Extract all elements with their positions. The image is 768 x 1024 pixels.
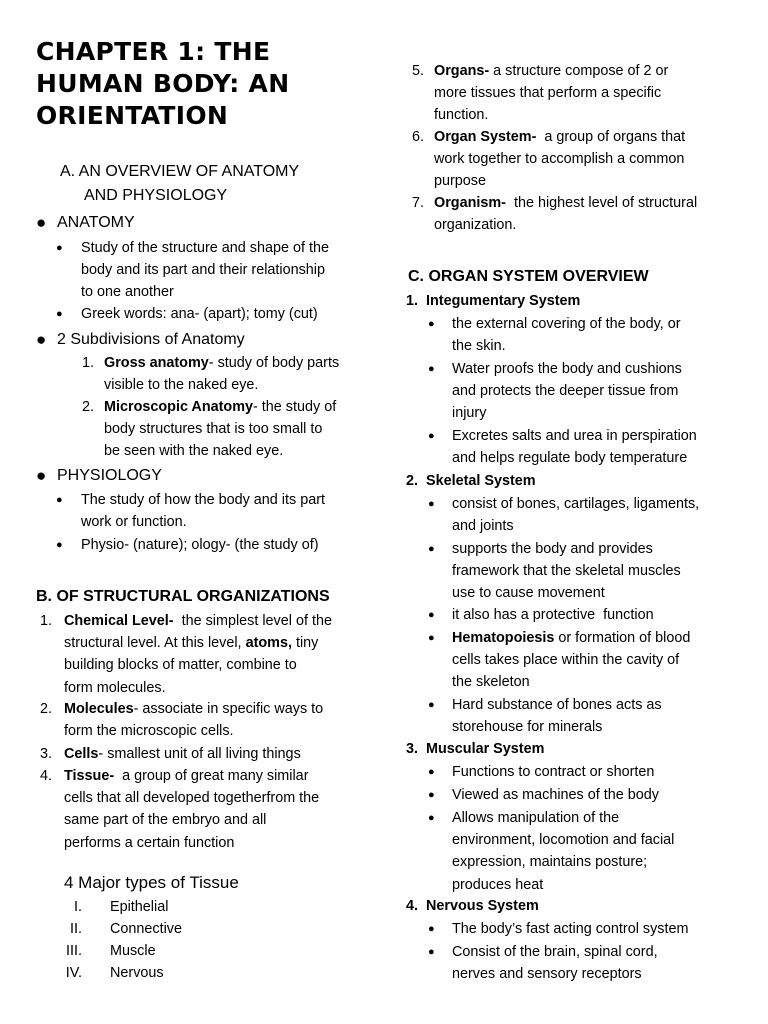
bullet-icon: ● [428,498,435,510]
list-item: ● Viewed as machines of the body [428,784,738,806]
list-item: ● Allows manipulation of the environment, locomotion and facial expression, maintains posture; produces heat [428,807,738,896]
section-a-heading: A. AN OVERVIEW OF ANATOMY AND PHYSIOLOGY [60,163,300,204]
bullet-icon: ● [56,308,63,320]
muscular-heading: 3. Muscular System [406,741,545,757]
list-item: 2. Microscopic Anatomy- the study of body structures that is too small to be seen with the naked eye. [82,399,337,460]
list-item: ● Hematopoiesis or formation of blood cells takes place within the cavity of the skeleton [428,627,738,694]
nervous-heading: 4. Nervous System [406,898,539,914]
bullet-icon: ● [36,213,47,232]
bullet-icon: ● [428,789,435,801]
list-item: ● consist of bones, cartilages, ligaments, and joints [428,493,738,537]
list-item: IV. Nervous [65,965,164,981]
list-item: ● Excretes salts and urea in perspiration and helps regulate body temperature [428,425,738,469]
bullet-icon: ● [428,766,435,778]
integumentary-heading: 1. Integumentary System [406,293,581,309]
list-item: ● supports the body and provides framework that the skeletal muscles use to cause movement [428,538,738,605]
list-item: 6. Organ System- a group of organs that work together to accomplish a common purpose [412,129,686,190]
section-b-heading: B. OF STRUCTURAL ORGANIZATIONS [36,588,330,605]
bullet-icon: ● [56,242,63,254]
page-title: CHAPTER 1: THE HUMAN BODY: AN ORIENTATION [36,37,290,130]
list-item: ● Study of the structure and shape of the body and its part and their relationship to one another [56,237,366,304]
bullet-icon: ● [56,494,63,506]
bullet-icon: ● [428,318,435,330]
list-item: ● Water proofs the body and cushions and protects the deeper tissue from injury [428,358,738,425]
list-item: ● Physio- (nature); ology- (the study of) [56,534,366,556]
list-item: 5. Organs- a structure compose of 2 or more tissues that perform a specific function. [412,63,669,124]
bullet-icon: ● [428,632,435,644]
list-item: 4. Tissue- a group of great many similar cells that all developed togetherfrom the same part of the embryo and all performs a certain function [40,768,320,851]
bullet-icon: ● [428,946,435,958]
list-item: III. Muscle [66,943,156,959]
bullet-icon: ● [428,363,435,375]
bullet-icon: ● [428,699,435,711]
list-item: 7. Organism- the highest level of structural organization. [412,195,698,234]
list-item: 1. Gross anatomy- study of body parts visible to the naked eye. [82,355,340,394]
list-item: ● it also has a protective function [428,604,738,626]
list-item: ● Functions to contract or shorten [428,761,738,783]
list-item: I. Epithelial [74,899,169,915]
list-item: ● Hard substance of bones acts as storehouse for minerals [428,694,738,738]
tissue-heading: 4 Major types of Tissue [64,873,239,892]
section-c-heading: C. ORGAN SYSTEM OVERVIEW [408,268,649,285]
list-item: ● the external covering of the body, or the skin. [428,313,738,357]
list-item: ● Greek words: ana- (apart); tomy (cut) [56,303,366,325]
list-item: ● Consist of the brain, spinal cord, nerves and sensory receptors [428,941,738,985]
bullet-icon: ● [428,609,435,621]
list-item: 2. Molecules- associate in specific ways to form the microscopic cells. [40,701,324,740]
bullet-icon: ● [36,330,47,349]
bullet-icon: ● [36,466,47,485]
skeletal-heading: 2. Skeletal System [406,473,536,489]
bullet-icon: ● [428,430,435,442]
list-item: ● The body’s fast acting control system [428,918,738,940]
bullet-icon: ● [428,543,435,555]
list-item: II. Connective [70,921,182,937]
bullet-icon: ● [428,923,435,935]
list-item: 1. Chemical Level- the simplest level of the structural level. At this level, atoms, tiny building blocks of matter, combine to form molecules. [40,613,332,696]
bullet-icon: ● [56,539,63,551]
list-item: 3. Cells- smallest unit of all living things [40,746,301,762]
bullet-icon: ● [428,812,435,824]
list-item: ● The study of how the body and its part work or function. [56,489,366,533]
